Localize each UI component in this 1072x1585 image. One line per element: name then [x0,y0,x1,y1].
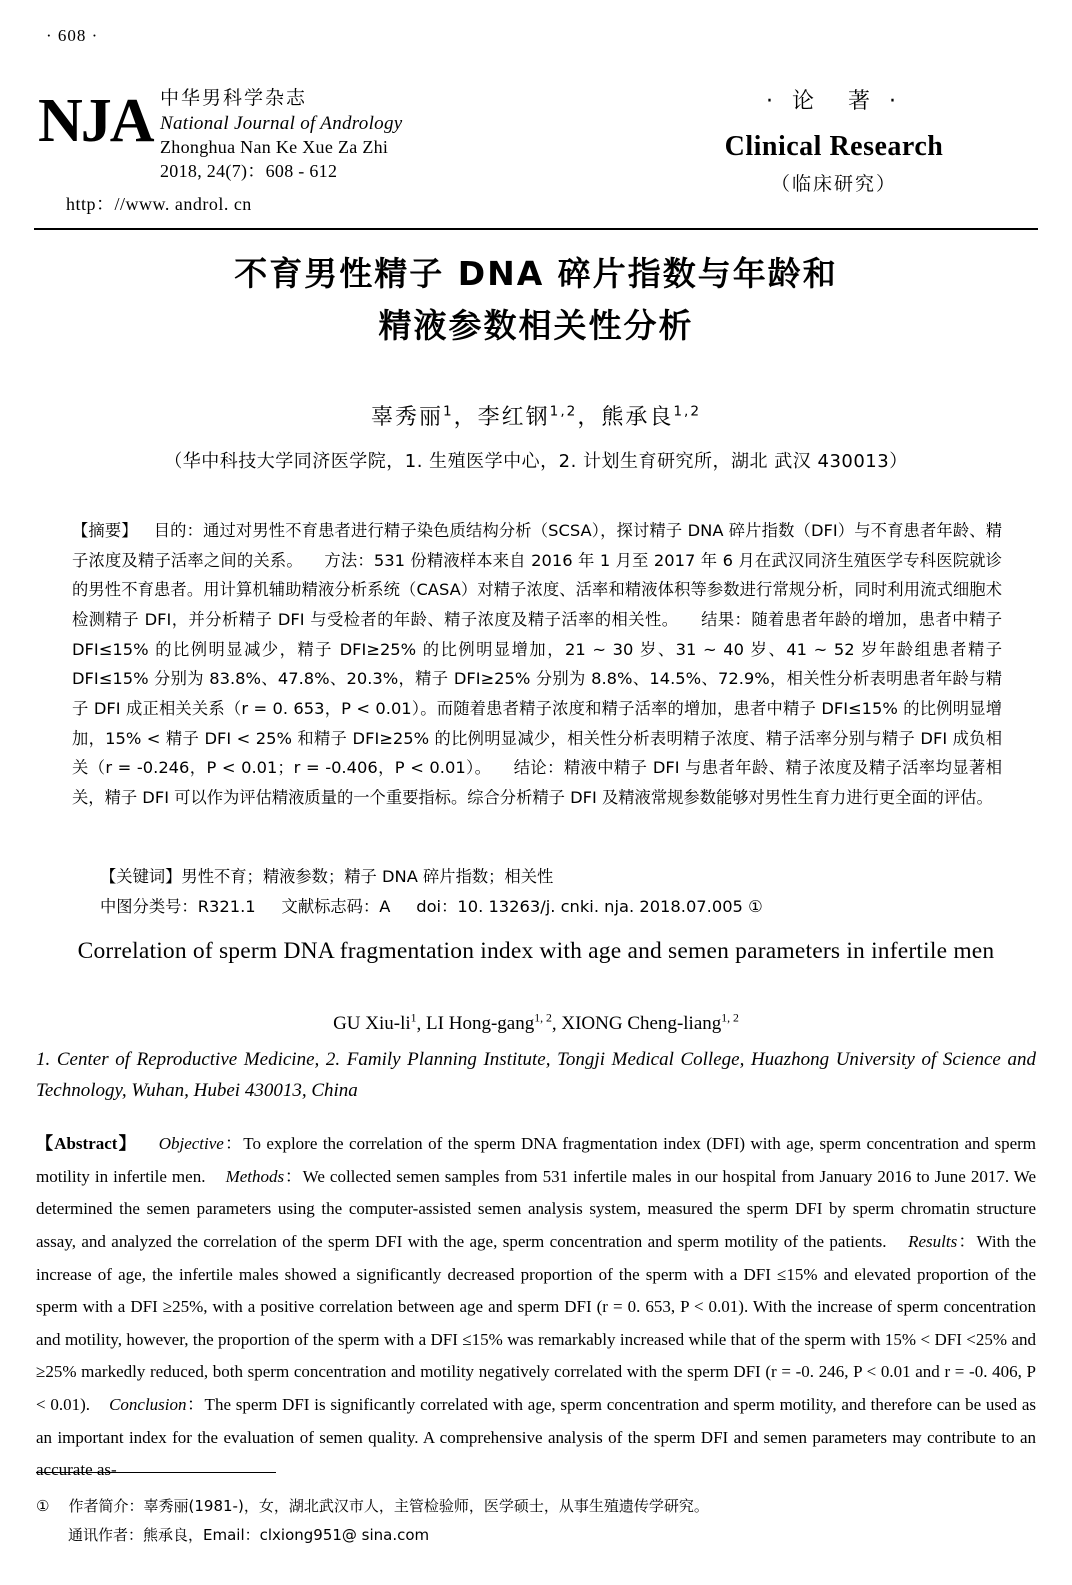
abstract-en-objective-label: Objective [158,1134,224,1153]
abstract-en [36,1128,1036,1487]
author-cn-1: 辜秀丽$^1$ [370,403,454,430]
journal-title-en: National Journal of Andrology [160,113,403,135]
doc-code-value: A [379,897,391,916]
abstract-cn-conclusion: 精液中精子 DFI 与患者年龄、精子浓度及精子活率均显著相关，精子 DFI 可以作为评估精液质量的一个重要指标。综合分析精子 DFI 及精液常规参数能够对男性生育力进行更全面的评估。 [72,758,1002,807]
footnote-divider [36,1472,276,1473]
footnote-line-1 [36,1492,1036,1521]
abstract-en-label: 【Abstract】 [36,1134,137,1153]
doc-code-label: 文献标志码： [281,897,380,916]
page-title-en: Correlation of sperm DNA fragmentation index with age and semen parameters in infertile men [77,938,995,964]
footnote-corresponding-author: 通讯作者：熊承良，Email：clxiong951@ sina.com [68,1525,430,1544]
page-title-cn-line1: 不育男性精子 DNA 碎片指数与年龄和 [234,254,838,293]
abstract-en-results: ：With the increase of age, the infertile males showed a significantly decreased proportion of the sperm with a DFI ≤15% and elevated proportion of the sperm with a DFI ≥25%, with a positive correlation between age and sperm DFI (r = 0. 653, P < 0.01). With the increase of sperm concentration and motility, however, the proportion of the sperm with a DFI ≤15% was remarkably increased while that of the sperm with 15% < DFI <25% and ≥25% markedly reduced, both sperm concentration and motility negatively correlated with the sperm DFI (r = -0. 246, P < 0.01 and r = -0. 406, P < 0.01). [36,1231,1036,1414]
clc-label: 中图分类号： [100,897,198,916]
header-divider [34,228,1038,230]
abstract-en-objective: ：To explore the correlation of the sperm DNA fragmentation index (DFI) with age, sperm concentration and sperm motility in infertile men. [36,1134,1037,1186]
page-title-cn [0,248,1072,352]
classification-line [100,892,1000,922]
abstract-cn-results: 随着患者年龄的增加，患者中精子 DFI≤15% 的比例明显减少，精子 DFI≥25% 的比例明显增加，21 ~ 30 岁、31 ~ 40 岁、41 ~ 52 岁年龄组患者精子 DFI≤15% 分别为 83.8%、47.8%、20.3%，精子 DFI≥25% 分别为 8.8%、14.5%、72.9%，相关性分析表明患者年龄与精子 DFI 成正相关关系（r = 0. 653，P < 0.01）。而随着患者精子浓度和精子活率的增加，患者中精子 DFI≤15% 的比例明显增加，15% < 精子 DFI < 25% 和精子 DFI≥25% 的比例明显减少，相关性分析表明精子浓度、精子活率分别与精子 DFI 成负相关（r = -0.246，P < 0.01；r = -0.406，P < 0.01）。 [72,609,1002,778]
author-en-3: XIONG Cheng-liang$^{1, 2}$ [561,1012,739,1035]
author-en-1: GU Xiu-$li^1$ [333,1012,417,1035]
section-label-cn-sub: （临床研究） [770,173,897,195]
keywords-cn [100,862,1000,892]
abstract-en-conclusion-label: Conclusion [109,1395,187,1414]
abstract-cn-results-label: 结果： [701,609,752,629]
abstract-cn-objective-label: 目的： [153,521,204,540]
author-en-2: LI Hong-gang$^{1, 2}$ [426,1012,552,1035]
abstract-cn-conclusion-label: 结论： [513,758,564,778]
doi-label: doi： [416,897,458,916]
page-number: · 608 · [46,26,99,45]
footnote-author-bio: 作者简介：辜秀丽(1981-)，女，湖北武汉市人，主管检验师，医学硕士，从事生殖遗传学研究。 [68,1497,709,1515]
footnote-marker: ① [36,1497,50,1515]
abstract-en-methods-label: Methods [225,1166,285,1186]
abstract-cn-methods-label: 方法： [324,550,374,570]
journal-logo: NJA [38,87,153,155]
abstract-en-results-label: Results [908,1231,958,1251]
affiliation-en: 1. Center of Reproductive Medicine, 2. Family Planning Institute, Tongji Medical College, Huazhong University of Science and Technology, Wuhan, Hubei 430013, China [36,1049,1036,1101]
keywords-cn-value: 男性不育；精液参数；精子 DNA 碎片指数；相关性 [181,867,554,886]
authors-cn: 辜秀丽$^1$，李红钢$^{1,2}$，熊承良$^{1,2}$ [370,403,702,430]
author-cn-3: 熊承良$^{1,2}$ [601,403,702,430]
affiliation-cn: （华中科技大学同济医学院，1. 生殖医学中心，2. 计划生育研究所，湖北 武汉 430013） [164,451,908,472]
clc-value: R321.1 [197,897,256,916]
abstract-cn-label: 【摘要】 [72,521,138,540]
keywords-cn-label: 【关键词】 [100,867,182,886]
abstract-cn-methods: 531 份精液样本来自 2016 年 1 月至 2017 年 6 月在武汉同济生殖医学专科医院就诊的男性不育患者。用计算机辅助精液分析系统（CASA）对精子浓度、活率和精液体积等参数进行常规分析，同时利用流式细胞术检测精子 DFI，并分析精子 DFI 与受检者的年龄、精子浓度及精子活率的相关性。 [72,550,1002,629]
authors-en: GU Xiu-$li^1$, LI Hong-gang$^{1, 2}$, XIONG Cheng-liang$^{1, 2}$ [333,1012,739,1035]
abstract-cn [72,516,1002,813]
footnote-line-2 [68,1521,1036,1550]
journal-url: http：//www. androl. cn [66,194,252,214]
journal-title-cn: 中华男科学杂志 [160,87,308,109]
journal-title-pinyin: Zhonghua Nan Ke Xue Za Zhi [160,137,389,158]
section-header [634,84,1034,196]
author-cn-2: 李红钢$^{1,2}$ [477,403,578,430]
masthead [38,72,1034,224]
abstract-en-methods: ：We collected semen samples from 531 infertile males in our hospital from January 2016 to June 2017. We determined the semen parameters using the computer-assisted semen analysis system, measured the sperm DFI by sperm chromatin structure assay, and analyzed the correlation of the sperm DFI with the age, sperm concentration and sperm motility of the patients. [36,1166,1037,1251]
section-label-en: Clinical Research [724,131,944,162]
footnote [36,1492,1036,1549]
journal-volume-line: 2018, 24(7)：608 - 612 [160,160,338,181]
abstract-cn-objective: 通过对男性不育患者进行精子染色质结构分析（SCSA），探讨精子 DNA 碎片指数（DFI）与不育患者年龄、精子浓度及精子活率之间的关系。 [72,521,1002,570]
journal-identity [160,86,403,184]
page-title-cn-line2: 精液参数相关性分析 [378,306,694,346]
doi-value: 10. 13263/j. cnki. nja. 2018.07.005 ① [457,897,763,916]
section-label-cn: · 论 著 · [766,89,902,114]
abstract-en-conclusion: ：The sperm DFI is significantly correlated with age, sperm concentration and sperm motility, and therefore can be used as an important index for the evaluation of semen quality. A comprehensive analysis of the sperm DFI and semen parameters may contribute to an accurate as- [36,1395,1037,1480]
